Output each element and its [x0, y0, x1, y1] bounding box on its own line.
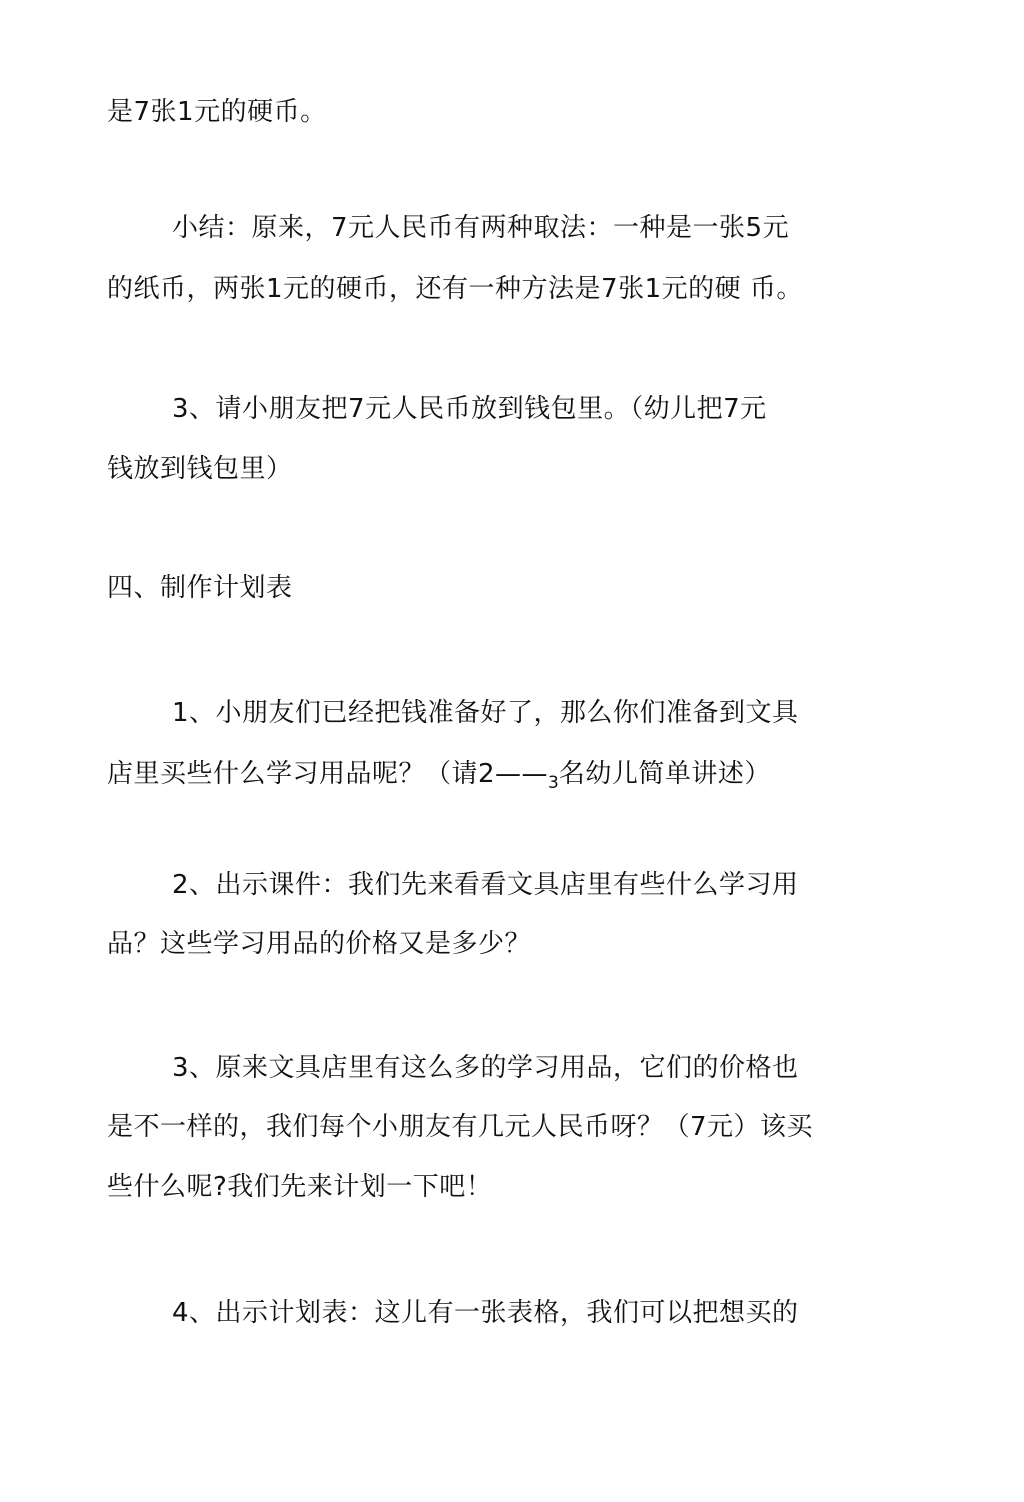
subscript-number: 3: [548, 773, 559, 793]
text-line: 是不一样的，我们每个小朋友有几元人民币呀？（7元）该买: [107, 1112, 814, 1142]
text-line: [107, 758, 771, 793]
text-line: 小结：原来，7元人民币有两种取法：一种是一张5元: [172, 213, 790, 243]
text-line: 3、请小朋友把7元人民币放到钱包里。（幼儿把7元: [172, 394, 767, 424]
text-line: 品？这些学习用品的价格又是多少？: [107, 929, 532, 959]
text-line: 的纸币，两张1元的硬币，还有一种方法是7张1元的硬 币。: [107, 274, 803, 304]
text-line: 2、出示课件：我们先来看看文具店里有些什么学习用: [172, 870, 799, 900]
text-segment: 店里买些什么学习用品呢？（请2——: [107, 759, 549, 789]
text-line: 4、出示计划表：这儿有一张表格，我们可以把想买的: [172, 1298, 799, 1328]
text-line: 些什么呢?我们先来计划一下吧！: [107, 1172, 493, 1202]
text-line: 3、原来文具店里有这么多的学习用品，它们的价格也: [172, 1053, 799, 1083]
text-line: 是7张1元的硬币。: [107, 97, 327, 127]
text-line: 1、小朋友们已经把钱准备好了，那么你们准备到文具: [172, 698, 799, 728]
section-heading: 四、制作计划表: [107, 573, 293, 603]
text-line: 钱放到钱包里）: [107, 454, 293, 484]
text-segment: 名幼儿简单讲述）: [558, 759, 771, 789]
